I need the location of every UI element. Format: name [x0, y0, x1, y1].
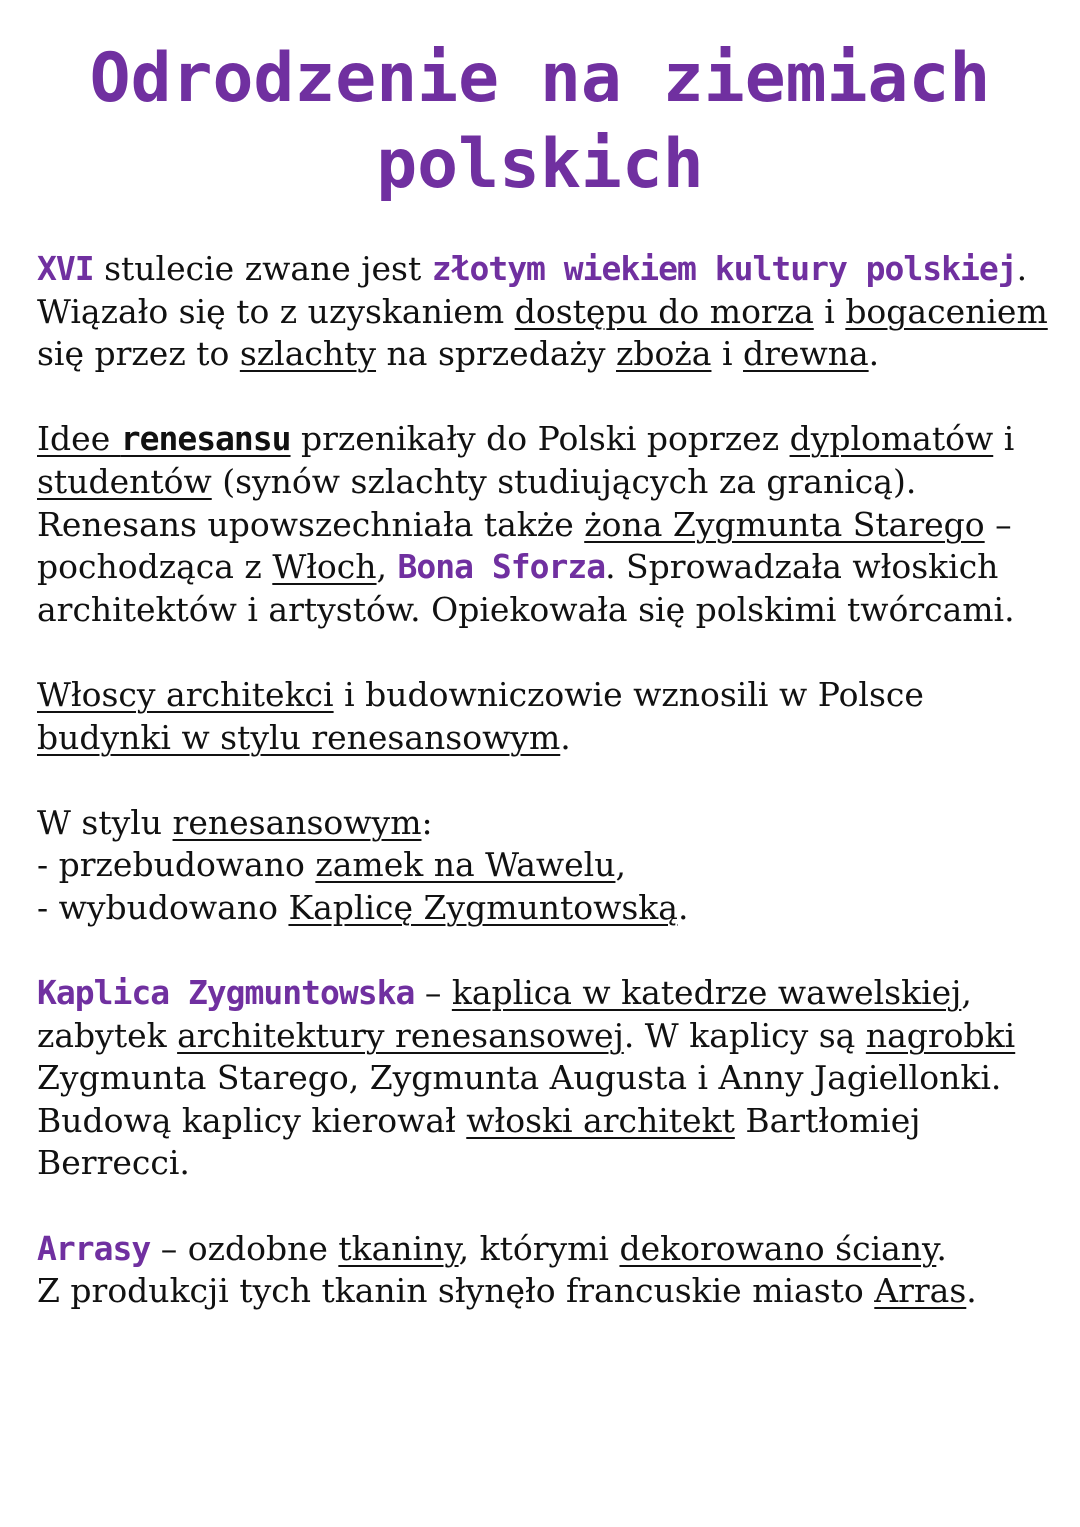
paragraph-sigismund-chapel [37, 972, 1052, 1185]
text: – pochodząca z [37, 504, 1012, 587]
text: , [376, 547, 398, 587]
note-content [37, 248, 1052, 1355]
keyword-cathedral: kaplica w katedrze wawelskiej [451, 973, 962, 1013]
text: – [414, 973, 452, 1013]
text: . Sprowadzała włoskich architektów i artystów. Opiekowała się polskimi twórcami. [37, 547, 1015, 629]
keyword-students: studentów [37, 461, 212, 501]
text: Z produkcji tych tkanin słynęło francuskie miasto [37, 1271, 875, 1311]
text: W stylu [37, 802, 173, 842]
keyword-buildings: budynki w stylu renesansowym [37, 717, 561, 757]
text: , [615, 845, 626, 885]
term-sigismund-chapel: Kaplica Zygmuntowska [37, 973, 415, 1013]
text: . [1016, 249, 1028, 288]
keyword-wawel: zamek na Wawelu [315, 845, 616, 885]
text: Bartłomiej Berrecci. [37, 1100, 921, 1183]
keyword-tombs: nagrobki [865, 1015, 1016, 1055]
keyword-nobility: szlachty [239, 334, 377, 374]
term-xvi: XVI [37, 249, 94, 288]
keyword-architecture: architektury renesansowej [177, 1015, 624, 1055]
text: . [677, 887, 689, 927]
text: , którymi [458, 1228, 620, 1268]
keyword-enrichment: bogaceniem [845, 291, 1048, 331]
text: stulecie zwane jest [93, 249, 432, 288]
text: . [966, 1271, 977, 1311]
keyword-italy: Włoch [272, 547, 377, 587]
text: i budowniczowie wznosili w Polsce [333, 674, 924, 714]
keyword-wood: drewna [743, 334, 869, 374]
text: Zygmunta Starego, Zygmunta Augusta i Anny Jagiellonki. Budową kaplicy kierował [37, 1058, 1002, 1140]
text: Idee [37, 419, 121, 459]
keyword-architect: włoski architekt [466, 1100, 735, 1140]
text: . [936, 1228, 947, 1268]
keyword-grain: zboża [616, 334, 712, 374]
text: i [711, 334, 744, 374]
text: , zabytek [37, 973, 972, 1055]
paragraph-renaissance-style [37, 802, 1052, 930]
paragraph-architects [37, 674, 1052, 759]
term-renaissance: renesansu [120, 419, 291, 459]
list-item: - wybudowano [37, 887, 289, 927]
keyword-architects: Włoscy architekci [37, 674, 334, 714]
keyword-fabrics: tkaniny [338, 1228, 459, 1268]
keyword-style: renesansowym [172, 802, 422, 842]
keyword-wife: żona Zygmunta Starego [584, 504, 985, 544]
text: . W kaplicy są [623, 1015, 866, 1055]
text: Renesans upowszechniała także [37, 504, 585, 544]
text: Wiązało się to z uzyskaniem [37, 291, 515, 331]
keyword-sea-access: dostępu do morza [514, 291, 814, 331]
text: i [993, 419, 1015, 459]
text: . [560, 717, 571, 757]
keyword-arras: Arras [874, 1271, 967, 1311]
text: na sprzedaży [376, 334, 617, 374]
text: – ozdobne [150, 1228, 339, 1268]
keyword-chapel: Kaplicę Zygmuntowską [288, 887, 678, 927]
text: i [813, 291, 846, 331]
text: przenikały do Polski poprzez [290, 419, 790, 459]
paragraph-golden-age [37, 248, 1052, 376]
term-arrasy: Arrasy [37, 1228, 151, 1268]
text: się przez to [37, 334, 240, 374]
list-item: - przebudowano [37, 845, 316, 885]
term-bona-sforza: Bona Sforza [397, 547, 606, 587]
keyword-diplomats: dyplomatów [789, 419, 994, 459]
text: . [868, 334, 880, 374]
title-line-2: polskich [376, 125, 704, 204]
page-title [0, 36, 1080, 208]
text: (synów szlachty studiujących za granicą). [211, 461, 917, 501]
keyword-walls: dekorowano ściany [619, 1228, 937, 1268]
paragraph-arrasy [37, 1228, 1052, 1313]
title-line-1: Odrodzenie na ziemiach [89, 39, 991, 118]
term-golden-age: złotym wiekiem kultury polskiej [431, 249, 1017, 288]
paragraph-renaissance-ideas [37, 418, 1052, 631]
text: : [421, 802, 433, 842]
keyword-ideas [37, 419, 291, 458]
